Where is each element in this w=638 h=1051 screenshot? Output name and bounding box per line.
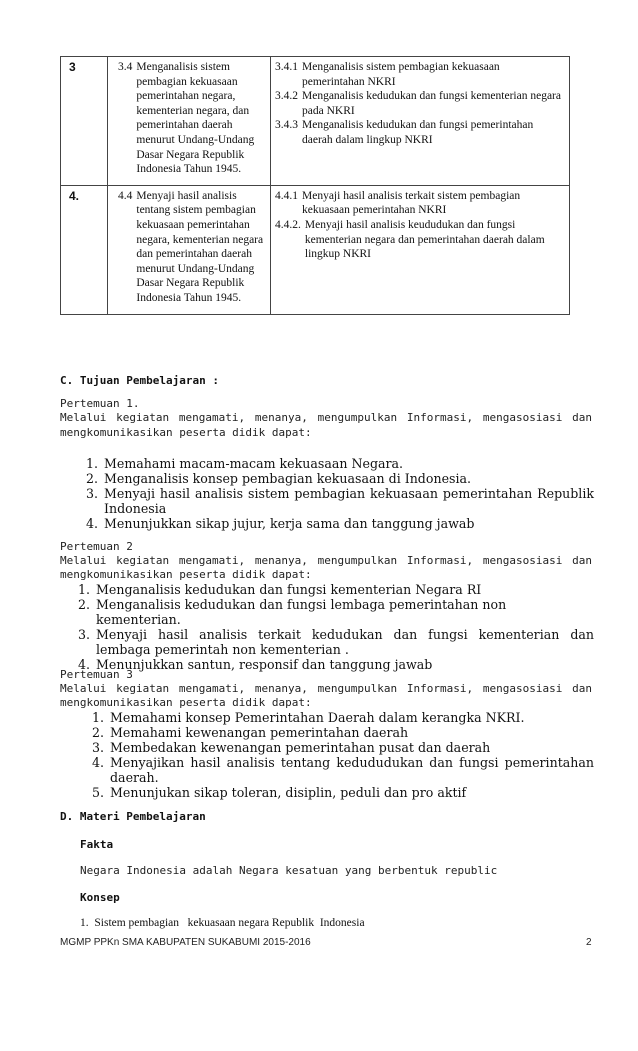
table-row (61, 185, 570, 314)
meeting-intro: Melalui kegiatan mengamati, menanya, mengumpulkan Informasi, mengasosiasi dan (60, 682, 592, 695)
indicator-text: Menyaji hasil analisis keududukan dan fungsi kementerian negara dan pemerintahan daerah dalam lingkup NKRI (304, 218, 545, 261)
list-item: 2. Memahami kewenangan pemerintahan daerah (92, 725, 409, 740)
page-number: 2 (586, 937, 592, 948)
competency-number: 4.4 (118, 189, 133, 202)
footer-label: MGMP PPKn SMA KABUPATEN SUKABUMI 2015-2016 (60, 937, 311, 948)
list-item: 1. Menganalisis kedudukan dan fungsi kementerian Negara RI (78, 582, 482, 597)
objective-list (78, 582, 594, 672)
fakta-text: Negara Indonesia adalah Negara kesatuan yang berbentuk republic (80, 864, 498, 877)
list-item: 3. Menyaji hasil analisis sistem pembagian kekuasaan pemerintahan Republik Indonesia (86, 486, 594, 516)
meeting-title: Pertemuan 2 (60, 540, 133, 553)
basic-competency-cell (108, 57, 271, 186)
objective-list (92, 710, 594, 800)
list-item: 3. Menyaji hasil analisis terkait kedudukan dan fungsi kementerian dan lembaga pemerintah non kementerian . (78, 627, 594, 657)
indicator-text: Menganalisis kedudukan dan fungsi pemerintahan daerah dalam lingkup NKRI (302, 119, 534, 146)
meeting-intro: Melalui kegiatan mengamati, menanya, mengumpulkan Informasi, mengasosiasi dan (60, 554, 592, 567)
fakta-heading: Fakta (80, 838, 114, 851)
competency-text: Menganalisis sistem pembagian kekuasaan pemerintahan negara, kementerian negara, dan pemerintahan daerah menurut Undang-Undang Dasar Negara Republik Indonesia Tahun 1945. (136, 61, 255, 176)
indicator-number: 3.4.1 (275, 61, 298, 73)
meeting-intro: mengkomunikasikan peserta didik dapat: (60, 696, 312, 709)
list-item: 2. Menganalisis kedudukan dan fungsi lembaga pemerintahan non kementerian. (78, 597, 507, 627)
list-item: 3. Membedakan kewenangan pemerintahan pusat dan daerah (92, 740, 491, 755)
list-item: 4. Menunjukkan santun, responsif dan tanggung jawab (78, 657, 433, 672)
table-row (61, 57, 570, 186)
competency-text: Menyaji hasil analisis tentang sistem pembagian kekuasaan pemerintahan negara, kementerian negara dan pemerintahan daerah menurut Undang-Undang Dasar Negara Republik Indonesia Tahun 1945. (136, 189, 264, 304)
section-c-heading: C. Tujuan Pembelajaran : (60, 374, 219, 387)
competency-number: 3.4 (118, 61, 133, 73)
konsep-heading: Konsep (80, 891, 120, 904)
indicator-text: Menganalisis kedudukan dan fungsi kementerian negara pada NKRI (302, 90, 561, 117)
list-item: 5. Menunjukan sikap toleran, disiplin, peduli dan pro aktif (92, 785, 467, 800)
list-item: 4. Menyajikan hasil analisis tentang kedududukan dan fungsi pemerintahan daerah. (92, 755, 594, 785)
list-item: 4. Menunjukkan sikap jujur, kerja sama dan tanggung jawab (86, 516, 475, 531)
konsep-item: 1. Sistem pembagian kekuasaan negara Republik Indonesia (80, 917, 365, 929)
section-d-heading: D. Materi Pembelajaran (60, 810, 206, 823)
basic-competency-cell (108, 185, 271, 314)
meeting-title: Pertemuan 1. (60, 397, 140, 410)
meeting-intro: mengkomunikasikan peserta didik dapat: (60, 568, 312, 581)
indicator-number: 4.4.2. (275, 218, 301, 231)
meeting-intro: Melalui kegiatan mengamati, menanya, mengumpulkan Informasi, mengasosiasi dan (60, 411, 592, 424)
meeting-title: Pertemuan 3 (60, 668, 133, 681)
list-item: 1. Memahami macam-macam kekuasaan Negara. (86, 456, 404, 471)
indicator-cell (271, 185, 570, 314)
row-number: 4. (61, 185, 108, 314)
row-number: 3 (61, 57, 108, 186)
indicator-text: Menyaji hasil analisis terkait sistem pembagian kekuasaan pemerintahan NKRI (302, 189, 521, 217)
indicator-text: Menganalisis sistem pembagian kekuasaan pemerintahan NKRI (302, 61, 500, 88)
list-item: 1. Memahami konsep Pemerintahan Daerah dalam kerangka NKRI. (92, 710, 525, 725)
competency-table (60, 56, 570, 315)
indicator-number: 3.4.3 (275, 119, 298, 132)
indicator-cell (271, 57, 570, 186)
objective-list (86, 456, 594, 531)
list-item: 2. Menganalisis konsep pembagian kekuasaan di Indonesia. (86, 471, 472, 486)
meeting-intro: mengkomunikasikan peserta didik dapat: (60, 426, 312, 439)
indicator-number: 4.4.1 (275, 189, 298, 202)
indicator-number: 3.4.2 (275, 90, 298, 103)
